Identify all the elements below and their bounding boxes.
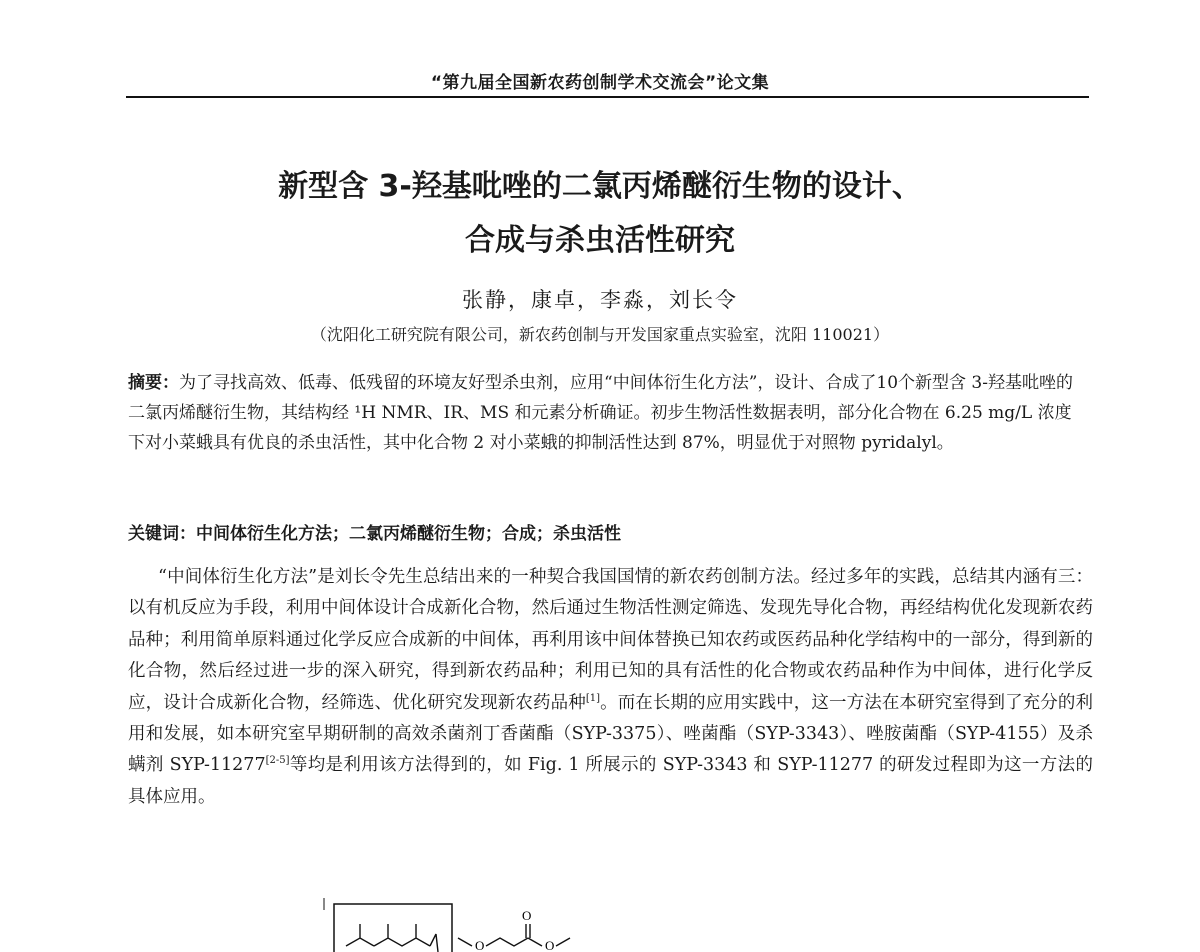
oxygen-atom-2: O [522,908,532,923]
citation-2-5: [2-5] [265,755,290,767]
body-text-part-1: “中间体衍生化方法”是刘长令先生总结出来的一种契合我国国情的新农药创制方法。经过多年的实践，总结其内涵有三：以有机反应为手段，利用中间体设计合成新化合物，然后通过生物活性测定筛选、发现先导化合物，再经结构优化发现新农药品种；利用简单原料通过化学反应合成新的中间体，再利用该中间体替换已知农药或医药品种化学结构中的一部分，得到新的化合物，然后经过进一步的深入研究，得到新农药品种；利用已知的具有活性的化合物或农药品种作为中间体，进行化学反应，设计合成新化合物，经筛选、优化研究发现新农药品种 [128,567,1093,713]
keywords-text: 中间体衍生化方法；二氯丙烯醚衍生物；合成；杀虫活性 [196,524,621,544]
abstract [128,368,1088,458]
oxygen-atom-1: O [475,938,485,952]
title-line-2: 合成与杀虫活性研究 [465,223,735,258]
body-text-part-2: 。而在长期的应用实践中，这一方法在本研究室得到了充分的利用和发展，如本研究室早期研制的高效杀菌剂丁香菌酯（SYP-3375）、唑菌酯（SYP-3343）、唑胺菌酯（SYP-4155）及杀螨剂 SYP-11277 [128,692,1094,776]
authors: 张静，康卓，李淼，刘长令 [462,288,738,312]
body-paragraph [128,562,1093,813]
oxygen-atom-3: O [545,938,555,952]
aromatic-ring-bonds [346,924,438,952]
running-header: “第九届全国新农药创制学术交流会”论文集 [430,73,770,93]
keywords [128,522,1088,546]
abstract-text: 为了寻找高效、低毒、低残留的环境友好型杀虫剂，应用“中间体衍生化方法”，设计、合成了10个新型含 3-羟基吡唑的二氯丙烯醚衍生物，其结构经 ¹H NMR、IR、MS 和元素分析确证。初步生物活性数据表明，部分化合物在 6.25 mg/L 浓度下对小菜蛾具有优良的杀虫活性，其中化合物 2 对小菜蛾的抑制活性达到 87%，明显优于对照物 pyridalyl。 [128,373,1073,453]
title-line-1: 新型含 3-羟基吡唑的二氯丙烯醚衍生物的设计、 [278,169,922,204]
chemical-structure-figure [316,894,596,952]
affiliation: （沈阳化工研究院有限公司，新农药创制与开发国家重点实验室，沈阳 110021） [310,325,890,344]
body-text-part-3: 等均是利用该方法得到的，如 Fig. 1 所展示的 SYP-3343 和 SYP-11277 的研发过程即为这一方法的具体应用。 [128,755,1093,807]
structure-highlight-box [334,904,452,952]
header-rule [126,96,1089,98]
paper-title [0,160,1200,268]
keywords-label: 关键词： [128,524,196,544]
abstract-label: 摘要： [128,373,179,393]
citation-1: [1] [585,692,600,704]
